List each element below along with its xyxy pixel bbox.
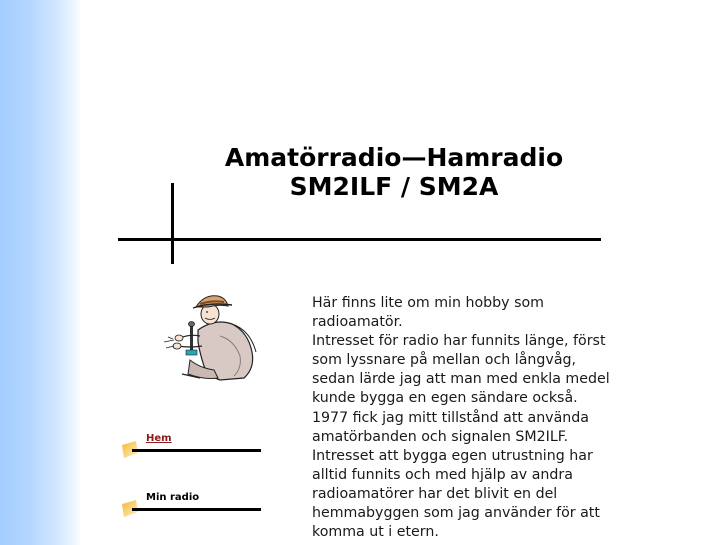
nav-divider	[132, 449, 261, 452]
decorative-horizontal-rule	[118, 238, 601, 241]
nav-link-hem[interactable]: Hem	[146, 433, 172, 444]
intro-text	[312, 294, 612, 542]
left-gradient-bar	[0, 0, 81, 545]
radio-operator-clipart	[160, 290, 260, 382]
intro-paragraph-1: Här finns lite om min hobby som radioamatör.	[312, 295, 544, 331]
nav-divider	[132, 508, 261, 511]
decorative-vertical-rule	[171, 183, 174, 264]
nav-label-min-radio[interactable]: Min radio	[146, 492, 200, 503]
page-title-line1: Amatörradio—Hamradio	[224, 143, 564, 172]
page-title	[180, 143, 608, 201]
intro-paragraph-2: Intresset för radio har funnits länge, först som lyssnare på mellan och långvåg, sedan lärde jag att man med enkla medel kunde bygga en egen sändare också. 1977 fick jag mitt tillstånd att använda amatörbanden och signalen SM2ILF. Intresset att bygga egen utrustning har alltid funnits och med hjälp av andra radioamatörer har det blivit en del hemmabyggen som jag använder för att komma ut i etern.	[312, 333, 610, 541]
page-title-line2: SM2ILF / SM2A	[289, 172, 499, 201]
nav-item-hem[interactable]	[121, 433, 263, 463]
nav-item-min-radio[interactable]	[121, 492, 263, 522]
